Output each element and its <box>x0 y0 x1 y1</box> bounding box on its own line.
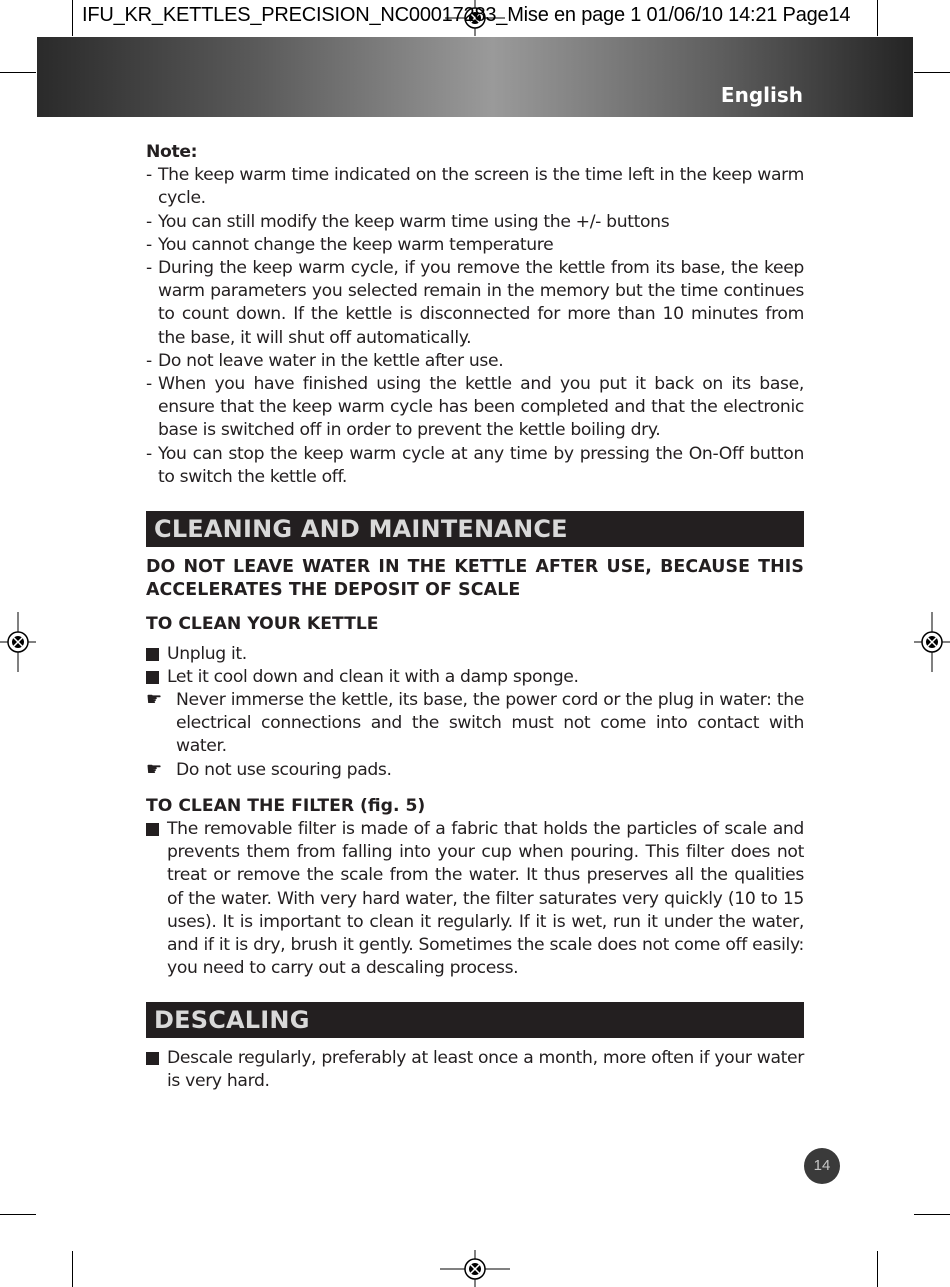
crop-mark <box>0 72 36 73</box>
header-banner <box>37 37 913 117</box>
page-number-badge: 14 <box>804 1148 840 1184</box>
registration-mark-icon <box>440 1250 510 1287</box>
page-content <box>146 141 804 1093</box>
section-heading-descaling: DESCALING <box>146 1002 804 1038</box>
registration-mark-icon <box>0 612 40 672</box>
note-item: - During the keep warm cycle, if you remove the kettle from its base, the keep warm parameters you selected remain in the memory but the time continues to count down. If the kettle is disconnected for more than 10 minutes from the base, it will shut off automatically. <box>146 258 804 348</box>
descaling-paragraph: Descale regularly, preferably at least once a month, more often if your water is very hard. <box>146 1047 804 1093</box>
square-bullet-icon <box>146 818 167 980</box>
note-item: - You can stop the keep warm cycle at any time by pressing the On-Off button to switch the kettle off. <box>146 443 804 487</box>
clean-kettle-list <box>146 643 804 782</box>
crop-mark <box>914 72 950 73</box>
caution-item: ☛ Do not use scouring pads. <box>146 759 804 782</box>
list-item: Unplug it. <box>146 643 804 666</box>
note-title: Note: <box>146 142 198 162</box>
crop-mark <box>72 1251 73 1287</box>
crop-mark <box>877 1251 878 1287</box>
subheading-clean-filter: TO CLEAN THE FILTER (fig. 5) <box>146 795 426 816</box>
note-item: - Do not leave water in the kettle after use. <box>146 350 504 371</box>
registration-mark-icon <box>912 612 950 672</box>
note-list <box>146 164 804 489</box>
note-item: - You can still modify the keep warm time using the +/- buttons <box>146 211 670 232</box>
note-item: - The keep warm time indicated on the screen is the time left in the keep warm cycle. <box>146 165 804 209</box>
square-bullet-icon <box>146 643 167 666</box>
print-slug-line: IFU_KR_KETTLES_PRECISION_NC00017283_Mise en page 1 01/06/10 14:21 Page14 <box>82 4 851 26</box>
caution-item: ☛ Never immerse the kettle, its base, the power cord or the plug in water: the electrical connections and the switch must not come into contact with water. <box>146 689 804 759</box>
list-item: Let it cool down and clean it with a damp sponge. <box>146 666 804 689</box>
note-item: - When you have finished using the kettle and you put it back on its base, ensure that the keep warm cycle has been completed and that the electronic base is switched off in order to prevent the kettle boiling dry. <box>146 374 804 441</box>
crop-mark <box>72 0 73 36</box>
square-bullet-icon <box>146 666 167 689</box>
pointing-hand-icon: ☛ <box>146 689 162 711</box>
square-bullet-icon <box>146 1047 167 1093</box>
filter-paragraph: The removable filter is made of a fabric that holds the particles of scale and prevents them from falling into your cup when pouring. This filter does not treat or remove the scale from the water. It thus preserves all the qualities of the water. With very hard water, the filter saturates very quickly (10 to 15 uses). It is important to clean it regularly. If it is wet, run it under the water, and if it is dry, brush it gently. Sometimes the scale does not come off easily: you need to carry out a descaling process. <box>146 818 804 980</box>
scale-warning: DO NOT LEAVE WATER IN THE KETTLE AFTER USE, BECAUSE THIS ACCELERATES THE DEPOSIT OF SCALE <box>146 557 804 601</box>
subheading-clean-kettle: TO CLEAN YOUR KETTLE <box>146 614 379 635</box>
crop-mark <box>914 1214 950 1215</box>
note-item: - You cannot change the keep warm temperature <box>146 234 554 255</box>
language-label: English <box>720 83 803 107</box>
crop-mark <box>0 1214 36 1215</box>
section-heading-cleaning: CLEANING AND MAINTENANCE <box>146 511 804 547</box>
pointing-hand-icon: ☛ <box>146 758 162 780</box>
